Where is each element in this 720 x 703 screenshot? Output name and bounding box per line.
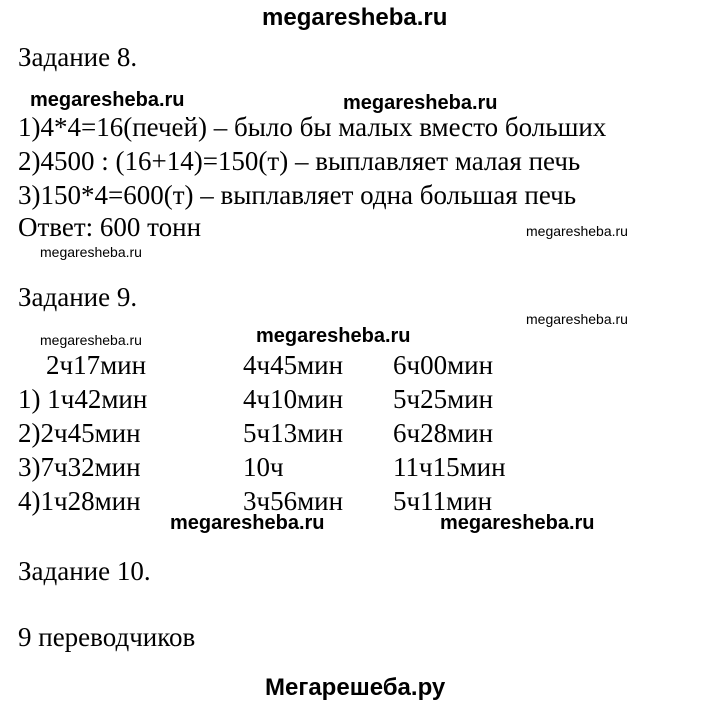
- watermark: megaresheba.ru: [440, 512, 595, 534]
- watermark: megaresheba.ru: [170, 512, 325, 534]
- task8-title: Задание 8.: [18, 42, 138, 72]
- task9-cell: 1) 1ч42мин: [18, 384, 148, 414]
- task10-answer: 9 переводчиков: [18, 622, 196, 652]
- task10-title: Задание 10.: [18, 556, 151, 586]
- task9-cell: 10ч: [243, 452, 284, 482]
- task9-cell: 2)2ч45мин: [18, 418, 141, 448]
- site-footer: Мегарешеба.ру: [265, 674, 446, 701]
- task8-line-3: 3)150*4=600(т) – выплавляет одна большая печь: [18, 180, 577, 210]
- watermark: megaresheba.ru: [526, 223, 628, 239]
- watermark: megaresheba.ru: [40, 244, 142, 260]
- task9-title: Задание 9.: [18, 282, 138, 312]
- task9-cell: 3)7ч32мин: [18, 452, 141, 482]
- watermark: megaresheba.ru: [343, 92, 498, 114]
- task8-line-2: 2)4500 : (16+14)=150(т) – выплавляет малая печь: [18, 146, 581, 176]
- task9-cell: 4ч10мин: [243, 384, 344, 414]
- task9-cell: 11ч15мин: [393, 452, 506, 482]
- site-header: megaresheba.ru: [262, 4, 448, 31]
- task9-cell: 6ч00мин: [393, 350, 494, 380]
- watermark: megaresheba.ru: [256, 325, 411, 347]
- task8-line-1: 1)4*4=16(печей) – было бы малых вместо больших: [18, 112, 607, 142]
- task9-cell: 2ч17мин: [46, 350, 147, 380]
- task9-cell: 5ч25мин: [393, 384, 494, 414]
- task9-cell: 5ч11мин: [393, 486, 493, 516]
- task9-cell: 6ч28мин: [393, 418, 494, 448]
- task9-cell: 4)1ч28мин: [18, 486, 141, 516]
- task9-cell: 5ч13мин: [243, 418, 344, 448]
- task9-cell: 4ч45мин: [243, 350, 344, 380]
- task9-cell: 3ч56мин: [243, 486, 344, 516]
- watermark: megaresheba.ru: [30, 89, 185, 111]
- watermark: megaresheba.ru: [40, 332, 142, 348]
- watermark: megaresheba.ru: [526, 311, 628, 327]
- task8-answer: Ответ: 600 тонн: [18, 212, 202, 242]
